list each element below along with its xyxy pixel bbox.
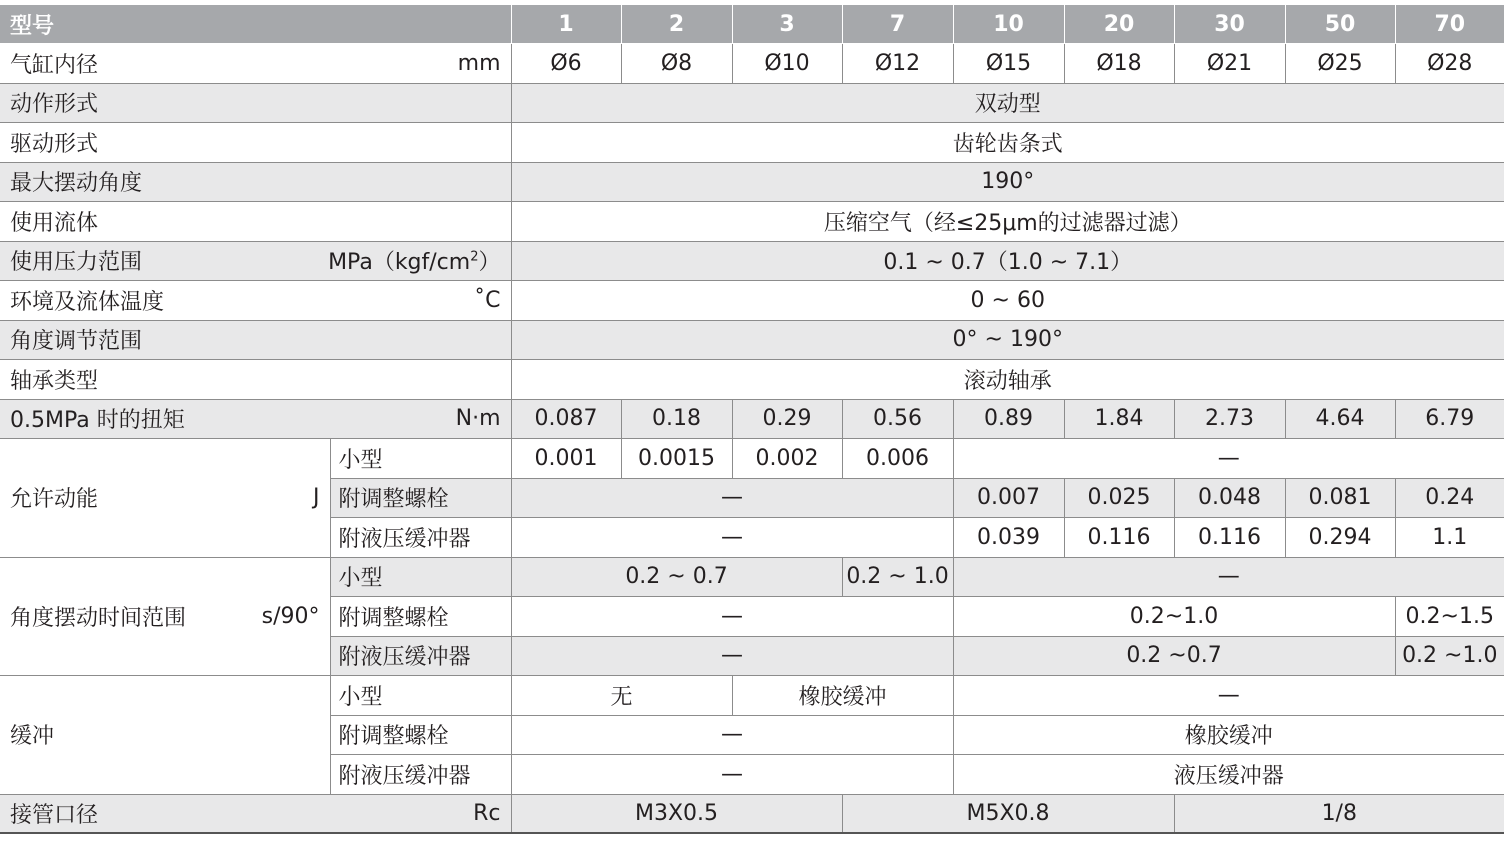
temperature-value: 0 ~ 60 [511,281,1504,321]
torque-row [0,399,1504,439]
torque-cell: 1.84 [1064,399,1174,439]
energy-cell: 0.081 [1285,478,1395,518]
cushion-bolt-label: 附调整螺栓 [330,715,511,755]
energy-cell: 0.294 [1285,518,1395,558]
cushion-small-rest: — [953,676,1504,716]
energy-cell: 0.025 [1064,478,1174,518]
pressure-unit-end: ） [478,250,501,276]
bore-cell: Ø12 [842,44,953,84]
spec-table [0,4,1504,834]
action-label: 动作形式 [0,83,511,123]
torque-cell: 0.18 [621,399,732,439]
angle-adjust-label: 角度调节范围 [0,320,511,360]
swing-hyd-first: — [511,636,953,676]
port-label: 接管口径 [10,803,99,829]
drive-label: 驱动形式 [0,123,511,163]
cushion-label: 缓冲 [0,676,330,795]
model-cell: 30 [1174,5,1285,44]
fluid-row [0,202,1504,242]
swing-small-row [0,557,1504,597]
bore-unit: mm [457,50,501,76]
energy-bolt-first: — [511,478,953,518]
bore-label: 气缸内径 [10,52,99,78]
energy-cell: 0.116 [1064,518,1174,558]
swing-label: 角度摆动时间范围 [10,605,187,631]
swing-label-cell [0,557,330,676]
fluid-label: 使用流体 [0,202,511,242]
drive-row [0,123,1504,163]
bore-cell: Ø15 [953,44,1064,84]
swing-bolt-last: 0.2~1.5 [1395,597,1504,637]
energy-cell: 0.116 [1174,518,1285,558]
max-swing-label: 最大摆动角度 [0,162,511,202]
energy-cell: 0.001 [511,439,621,479]
cushion-hyd-first: — [511,755,953,795]
cushion-bolt-first: — [511,715,953,755]
torque-label: 0.5MPa 时的扭矩 [10,408,185,434]
angle-adjust-value: 0° ~ 190° [511,320,1504,360]
swing-small-rest: — [953,557,1504,597]
model-cell: 7 [842,5,953,44]
bearing-label: 轴承类型 [0,360,511,400]
pressure-unit-main: MPa（kgf/cm [328,250,471,276]
bore-cell: Ø21 [1174,44,1285,84]
energy-cell: 0.24 [1395,478,1504,518]
model-cell: 2 [621,5,732,44]
bore-cell: Ø28 [1395,44,1504,84]
energy-cell: 0.048 [1174,478,1285,518]
model-cell: 50 [1285,5,1395,44]
bore-row [0,44,1504,84]
swing-small-a: 0.2 ~ 0.7 [511,557,842,597]
cushion-small-row [0,676,1504,716]
model-cell: 10 [953,5,1064,44]
torque-cell: 2.73 [1174,399,1285,439]
port-cell: M3X0.5 [511,794,842,834]
torque-cell: 0.89 [953,399,1064,439]
swing-hyd-mid: 0.2 ~0.7 [953,636,1395,676]
bore-cell: Ø8 [621,44,732,84]
energy-cell: 0.006 [842,439,953,479]
energy-small-row [0,439,1504,479]
model-label: 型号 [0,5,511,44]
bore-label-cell [0,44,511,84]
model-cell: 1 [511,5,621,44]
pressure-value: 0.1 ~ 0.7（1.0 ~ 7.1） [511,241,1504,281]
action-value: 双动型 [511,83,1504,123]
bore-cell: Ø6 [511,44,621,84]
header-row [0,5,1504,44]
action-row [0,83,1504,123]
torque-cell: 0.56 [842,399,953,439]
torque-cell: 6.79 [1395,399,1504,439]
bearing-row [0,360,1504,400]
energy-hyd-first: — [511,518,953,558]
energy-bolt-label: 附调整螺栓 [330,478,511,518]
drive-value: 齿轮齿条式 [511,123,1504,163]
port-cell: 1/8 [1174,794,1504,834]
pressure-label: 使用压力范围 [10,250,143,276]
max-swing-row [0,162,1504,202]
cushion-small-b: 橡胶缓冲 [732,676,953,716]
energy-cell: 1.1 [1395,518,1504,558]
model-cell: 70 [1395,5,1504,44]
energy-label: 允许动能 [10,487,99,513]
temperature-unit: ˚C [474,287,501,313]
torque-unit: N·m [455,406,501,432]
energy-cell: 0.002 [732,439,842,479]
energy-cell: 0.039 [953,518,1064,558]
cushion-hyd-label: 附液压缓冲器 [330,755,511,795]
port-unit: Rc [473,801,501,827]
energy-cell: 0.0015 [621,439,732,479]
pressure-unit-sup: 2 [470,249,479,265]
torque-cell: 0.29 [732,399,842,439]
cushion-small-a: 无 [511,676,732,716]
temperature-row [0,281,1504,321]
model-cell: 20 [1064,5,1174,44]
pressure-label-cell [0,241,511,281]
bearing-value: 滚动轴承 [511,360,1504,400]
port-row [0,794,1504,834]
swing-hyd-label: 附液压缓冲器 [330,636,511,676]
swing-bolt-first: — [511,597,953,637]
torque-label-cell [0,399,511,439]
energy-unit: J [313,485,320,511]
swing-small-b: 0.2 ~ 1.0 [842,557,953,597]
swing-small-label: 小型 [330,557,511,597]
angle-adjust-row [0,320,1504,360]
cushion-small-label: 小型 [330,676,511,716]
bore-cell: Ø10 [732,44,842,84]
torque-cell: 4.64 [1285,399,1395,439]
bore-cell: Ø18 [1064,44,1174,84]
pressure-row [0,241,1504,281]
pressure-unit [328,245,500,276]
table-bottom-rule [0,832,1504,834]
temperature-label: 环境及流体温度 [10,289,165,315]
model-cell: 3 [732,5,842,44]
swing-hyd-last: 0.2 ~1.0 [1395,636,1504,676]
fluid-value: 压缩空气（经≤25μm的过滤器过滤） [511,202,1504,242]
torque-cell: 0.087 [511,399,621,439]
energy-small-label: 小型 [330,439,511,479]
swing-unit: s/90° [261,603,320,629]
cushion-hyd-rest: 液压缓冲器 [953,755,1504,795]
bore-cell: Ø25 [1285,44,1395,84]
max-swing-value: 190° [511,162,1504,202]
port-cell: M5X0.8 [842,794,1174,834]
energy-small-rest: — [953,439,1504,479]
energy-hyd-label: 附液压缓冲器 [330,518,511,558]
cushion-bolt-rest: 橡胶缓冲 [953,715,1504,755]
swing-bolt-label: 附调整螺栓 [330,597,511,637]
port-label-cell [0,794,511,834]
swing-bolt-mid: 0.2~1.0 [953,597,1395,637]
energy-cell: 0.007 [953,478,1064,518]
temperature-label-cell [0,281,511,321]
energy-label-cell [0,439,330,558]
